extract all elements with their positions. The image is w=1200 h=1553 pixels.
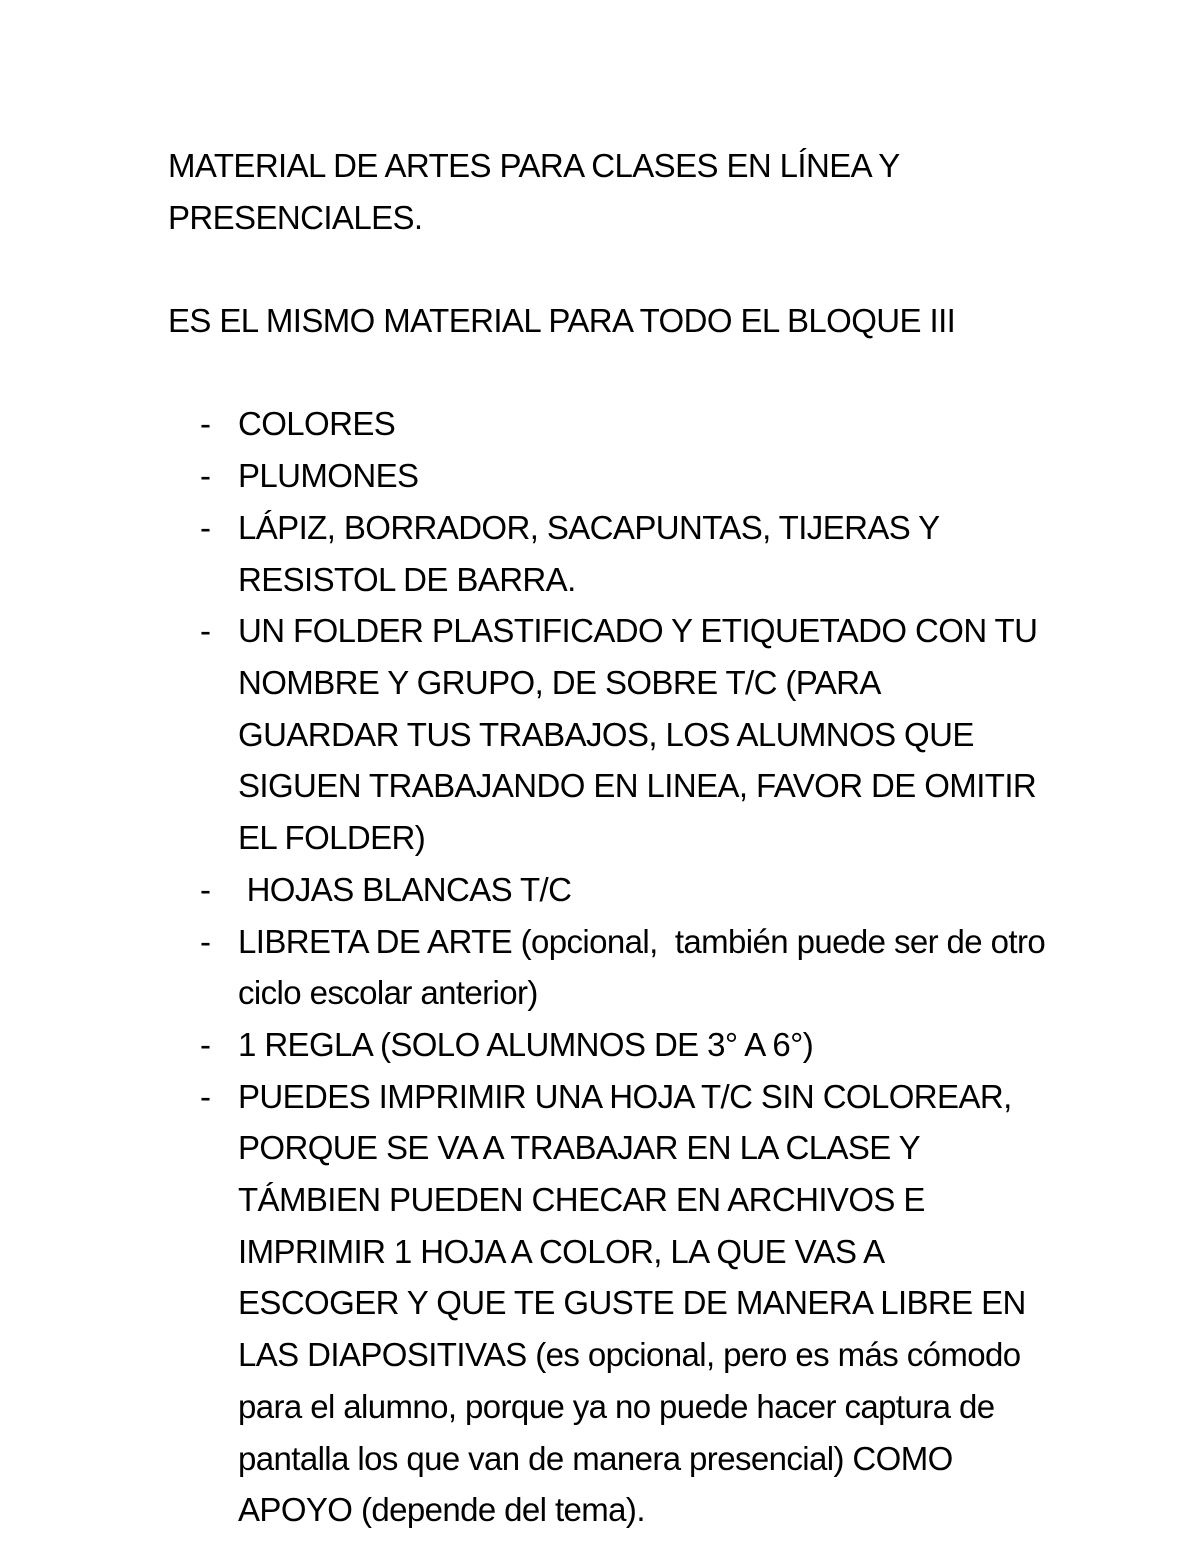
list-bullet: - (200, 405, 211, 443)
list-item (168, 916, 1054, 1019)
list-item-text: UN FOLDER PLASTIFICADO Y ETIQUETADO CON TU NOMBRE Y GRUPO, DE SOBRE T/C (PARA GUARDAR TUS TRABAJOS, LOS ALUMNOS QUE SIGUEN TRABAJANDO EN LINEA, FAVOR DE OMITIR EL FOLDER) (238, 612, 1038, 857)
list-bullet: - (200, 1025, 211, 1063)
list-item (168, 398, 1048, 450)
list-bullet: - (200, 870, 211, 908)
list-bullet: - (200, 922, 211, 960)
list-item-text: PLUMONES (238, 457, 419, 495)
list-item-text: LIBRETA DE ARTE (opcional, también puede ser de otro ciclo escolar anterior) (238, 922, 1054, 1012)
list-item-text: COLORES (238, 405, 396, 443)
list-item (168, 450, 1048, 502)
list-bullet: - (200, 1077, 211, 1115)
list-bullet: - (200, 508, 211, 546)
list-bullet: - (200, 457, 211, 495)
list-bullet: - (200, 612, 211, 650)
list-item-text: HOJAS BLANCAS T/C (238, 870, 572, 908)
list-item (168, 1019, 1048, 1071)
document-title: MATERIAL DE ARTES PARA CLASES EN LÍNEA Y PRESENCIALES. (168, 147, 900, 236)
list-item (168, 605, 1048, 864)
list-item (168, 1071, 1048, 1536)
document-content (168, 140, 1054, 1536)
list-item-text: 1 REGLA (SOLO ALUMNOS DE 3° A 6°) (238, 1025, 814, 1063)
materials-list (168, 398, 1054, 1535)
document-subtitle: ES EL MISMO MATERIAL PARA TODO EL BLOQUE III (168, 302, 956, 340)
list-item (168, 502, 1048, 605)
list-item-text: LÁPIZ, BORRADOR, SACAPUNTAS, TIJERAS Y RESISTOL DE BARRA. (238, 508, 939, 598)
list-item-text: PUEDES IMPRIMIR UNA HOJA T/C SIN COLOREAR, PORQUE SE VA A TRABAJAR EN LA CLASE Y TÁMBIEN PUEDEN CHECAR EN ARCHIVOS E IMPRIMIR 1 HOJA A COLOR, LA QUE VAS A ESCOGER Y QUE TE GUSTE DE MANERA LIBRE EN LAS DIAPOSITIVAS (es opcional, pero es más cómodo para el alumno, porque ya no puede hacer captura de pantalla los que van de manera presencial) COMO APOYO (depende del tema). (238, 1077, 1026, 1529)
list-item (168, 864, 1048, 916)
